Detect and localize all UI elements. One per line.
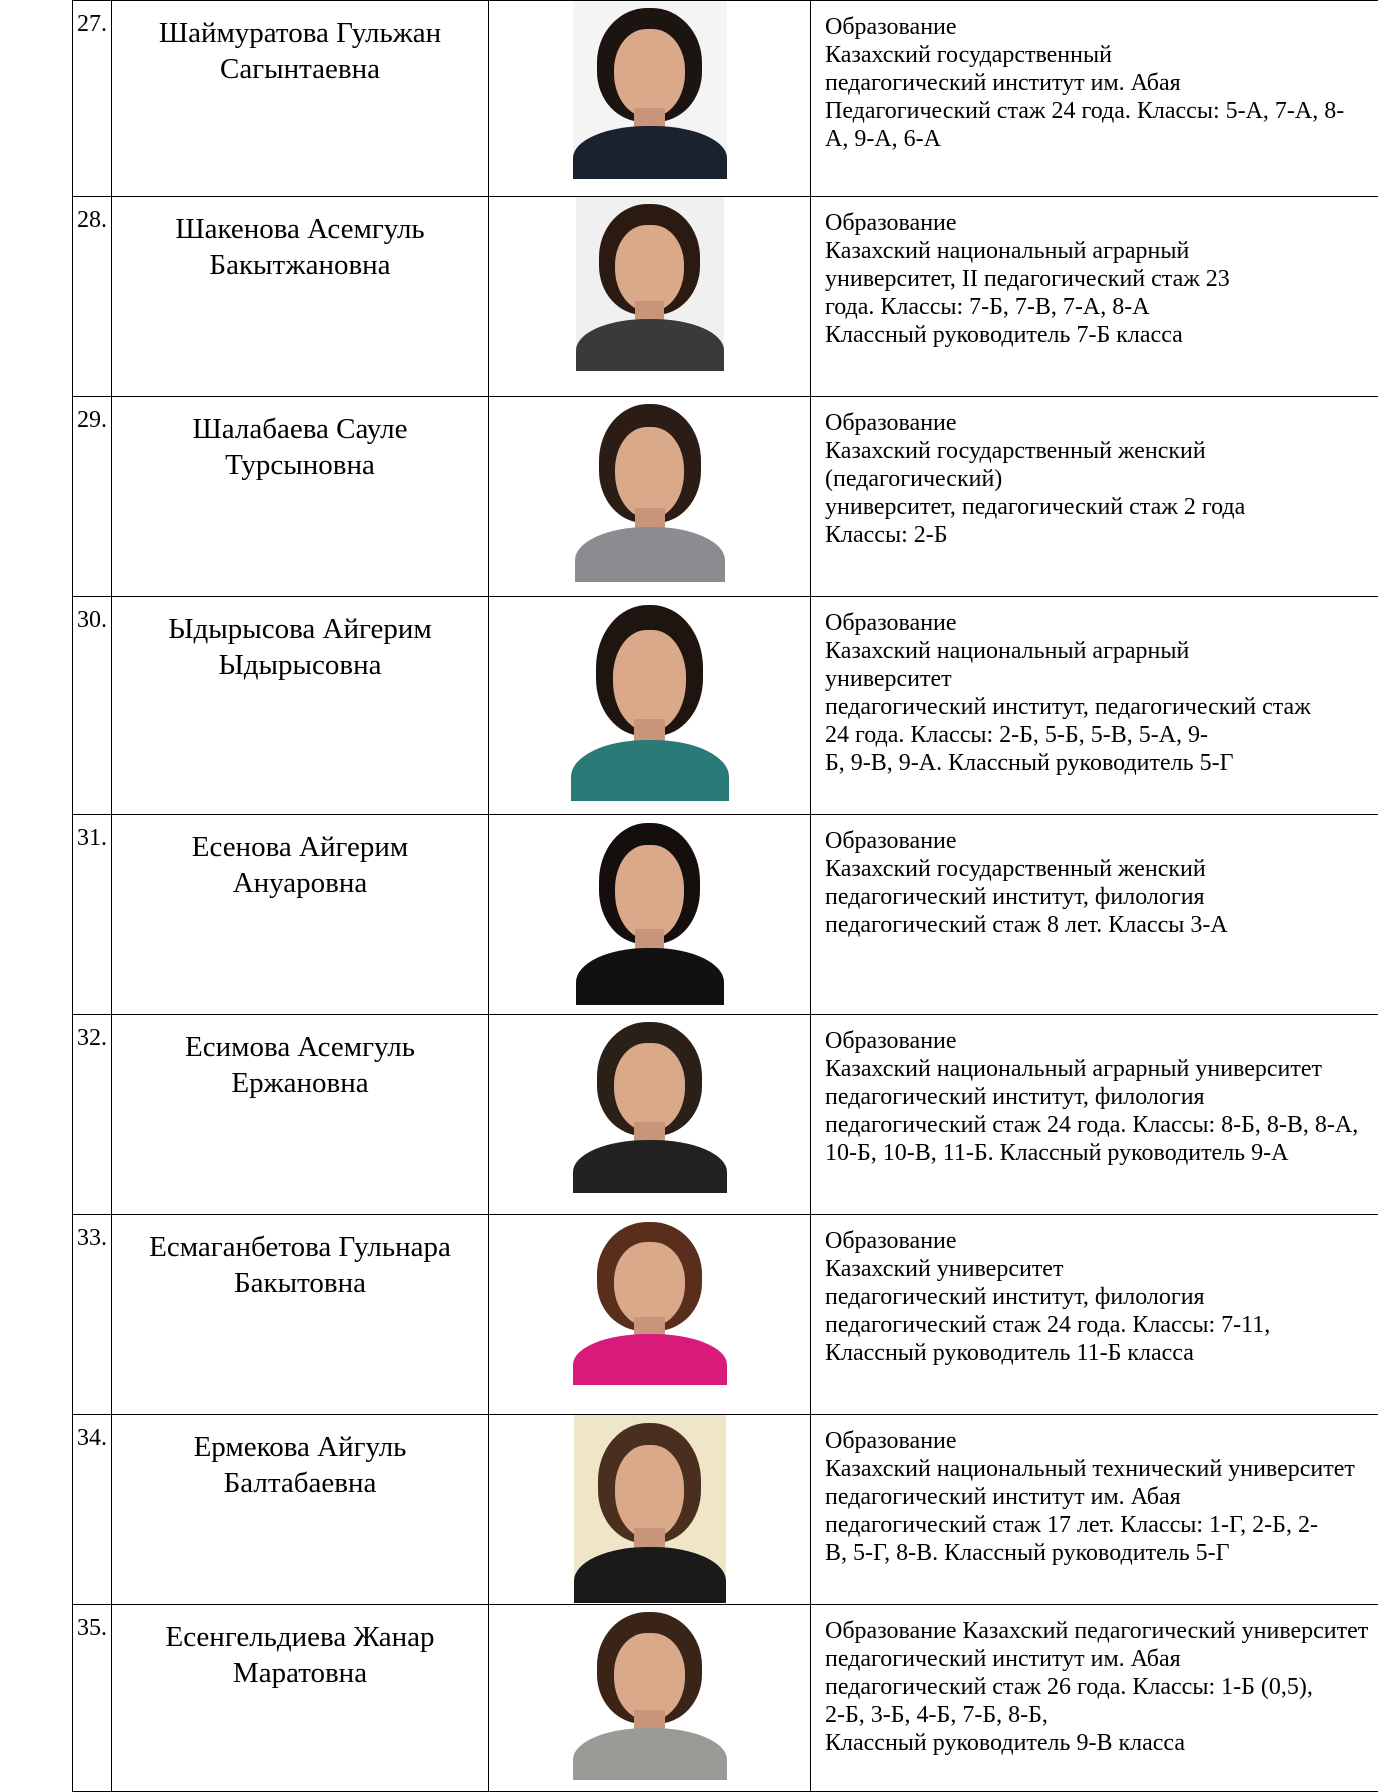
staff-info-line: педагогический стаж 24 года. Классы: 7-11, [825, 1311, 1372, 1339]
photo-clothing [576, 948, 724, 1005]
row-number: 29. [73, 397, 111, 434]
staff-photo-cell [489, 1415, 811, 1605]
staff-info-cell [811, 1415, 1378, 1605]
table-row [73, 197, 1378, 397]
photo-face [615, 845, 683, 940]
staff-info-line: Классы: 2-Б [825, 521, 1372, 549]
staff-info-cell [811, 1, 1378, 197]
row-number: 30. [73, 597, 111, 634]
row-number: 28. [73, 197, 111, 234]
staff-photo [573, 1215, 727, 1385]
staff-name-line: Балтабаевна [112, 1465, 488, 1501]
table-row [73, 397, 1378, 597]
staff-info-line: Классный руководитель 9-В класса [825, 1729, 1372, 1757]
staff-info-line: педагогический институт им. Абая [825, 69, 1372, 97]
staff-info-line: Педагогический стаж 24 года. Классы: 5-А, 7-А, 8- [825, 97, 1372, 125]
photo-frame [489, 1015, 810, 1193]
row-number: 32. [73, 1015, 111, 1052]
staff-info-line: педагогический институт, филология [825, 1083, 1372, 1111]
row-number: 27. [73, 1, 111, 38]
staff-info-line: 24 года. Классы: 2-Б, 5-Б, 5-В, 5-А, 9- [825, 721, 1372, 749]
staff-photo-cell [489, 197, 811, 397]
staff-info-line: Казахский государственный женский [825, 437, 1372, 465]
staff-info-line: педагогический стаж 24 года. Классы: 8-Б, 8-В, 8-А, [825, 1111, 1372, 1139]
photo-frame [489, 1, 810, 179]
staff-info-line: университет, II педагогический стаж 23 [825, 265, 1372, 293]
staff-info [811, 197, 1378, 353]
staff-name-line: Есмаганбетова Гульнара [112, 1229, 488, 1265]
staff-name-line: Бакытжановна [112, 247, 488, 283]
staff-info-line: Образование [825, 1027, 1372, 1055]
staff-info-line: года. Классы: 7-Б, 7-В, 7-А, 8-А [825, 293, 1372, 321]
staff-name-line: Ермекова Айгуль [112, 1429, 488, 1465]
staff-name [112, 1215, 488, 1301]
staff-photo-cell [489, 397, 811, 597]
staff-info-cell [811, 1605, 1378, 1792]
staff-name-cell [112, 1605, 489, 1792]
staff-photo-cell [489, 597, 811, 815]
staff-info [811, 397, 1378, 553]
staff-info-cell [811, 815, 1378, 1015]
staff-info-line: Казахский государственный [825, 41, 1372, 69]
row-number-cell [73, 1, 112, 197]
staff-info-line: педагогический институт, педагогический стаж [825, 693, 1372, 721]
staff-name-line: Есенова Айгерим [112, 829, 488, 865]
staff-info-line: Классный руководитель 11-Б класса [825, 1339, 1372, 1367]
photo-clothing [573, 1140, 727, 1193]
staff-name-cell [112, 597, 489, 815]
staff-name-line: Ануаровна [112, 865, 488, 901]
row-number: 31. [73, 815, 111, 852]
staff-info-line: педагогический институт им. Абая [825, 1483, 1372, 1511]
staff-name [112, 397, 488, 483]
row-number-cell [73, 1605, 112, 1792]
staff-info-line: Казахский национальный аграрный университет [825, 1055, 1372, 1083]
photo-face [614, 1633, 685, 1721]
staff-name-cell [112, 815, 489, 1015]
staff-info-line: Казахский государственный женский [825, 855, 1372, 883]
staff-photo [576, 197, 724, 371]
staff-info [811, 597, 1378, 781]
staff-photo-cell [489, 1605, 811, 1792]
staff-name-cell [112, 1215, 489, 1415]
staff-name-line: Есимова Асемгуль [112, 1029, 488, 1065]
staff-photo [571, 597, 729, 801]
photo-clothing [571, 740, 729, 801]
staff-info-line: Образование [825, 827, 1372, 855]
staff-name-cell [112, 1415, 489, 1605]
staff-info-line: Казахский национальный аграрный [825, 637, 1372, 665]
staff-info-cell [811, 397, 1378, 597]
staff-photo-cell [489, 1215, 811, 1415]
staff-photo [576, 815, 724, 1005]
row-number-cell [73, 1215, 112, 1415]
table-row [73, 1015, 1378, 1215]
row-number: 35. [73, 1605, 111, 1642]
staff-info-cell [811, 197, 1378, 397]
photo-face [615, 225, 683, 312]
staff-info-line: университет, педагогический стаж 2 года [825, 493, 1372, 521]
staff-info-line: Казахский национальный технический университет [825, 1455, 1372, 1483]
staff-name-line: Ыдырысова Айгерим [112, 611, 488, 647]
staff-info-line: В, 5-Г, 8-В. Классный руководитель 5-Г [825, 1539, 1372, 1567]
staff-name-cell [112, 1015, 489, 1215]
row-number-cell [73, 1015, 112, 1215]
staff-info [811, 1415, 1378, 1571]
photo-frame [489, 1415, 810, 1603]
staff-photo-cell [489, 1, 811, 197]
photo-face [615, 427, 684, 520]
photo-frame [489, 815, 810, 1005]
photo-face [613, 630, 686, 732]
staff-info-cell [811, 1215, 1378, 1415]
photo-face [614, 1043, 685, 1132]
photo-clothing [576, 319, 724, 371]
row-number: 33. [73, 1215, 111, 1252]
staff-info-line: Образование [825, 609, 1372, 637]
photo-frame [489, 397, 810, 582]
staff-name [112, 1, 488, 87]
staff-info-line: педагогический стаж 17 лет. Классы: 1-Г, 2-Б, 2- [825, 1511, 1372, 1539]
photo-clothing [573, 126, 727, 179]
row-number: 34. [73, 1415, 111, 1452]
staff-info-line: Образование [825, 13, 1372, 41]
staff-name-line: Турсыновна [112, 447, 488, 483]
staff-info-line: Казахский университет [825, 1255, 1372, 1283]
staff-info-line: педагогический институт им. Абая [825, 1645, 1372, 1673]
table-row [73, 1215, 1378, 1415]
staff-info-cell [811, 1015, 1378, 1215]
staff-info-line: Образование [825, 409, 1372, 437]
row-number-cell [73, 815, 112, 1015]
staff-info-line: Образование [825, 209, 1372, 237]
photo-clothing [574, 1547, 726, 1603]
staff-info-line: 2-Б, 3-Б, 4-Б, 7-Б, 8-Б, [825, 1701, 1372, 1729]
staff-info-line: Образование [825, 1427, 1372, 1455]
table-row [73, 1, 1378, 197]
staff-info-line: университет [825, 665, 1372, 693]
staff-name [112, 1015, 488, 1101]
staff-info-line: (педагогический) [825, 465, 1372, 493]
staff-rows [73, 1, 1378, 1792]
staff-info [811, 1015, 1378, 1171]
staff-info [811, 1, 1378, 157]
staff-info [811, 1605, 1378, 1761]
staff-info-cell [811, 597, 1378, 815]
staff-info-line: педагогический стаж 26 года. Классы: 1-Б (0,5), [825, 1673, 1372, 1701]
staff-name-line: Шалабаева Сауле [112, 411, 488, 447]
photo-frame [489, 1605, 810, 1780]
staff-name-line: Ыдырысовна [112, 647, 488, 683]
staff-info-line: Казахский национальный аграрный [825, 237, 1372, 265]
table-row [73, 1415, 1378, 1605]
staff-info-line: педагогический институт, филология [825, 1283, 1372, 1311]
staff-name [112, 197, 488, 283]
staff-name-line: Шаймуратова Гульжан [112, 15, 488, 51]
staff-photo [573, 1015, 727, 1193]
staff-name-line: Бакытовна [112, 1265, 488, 1301]
staff-name-line: Шакенова Асемгуль [112, 211, 488, 247]
photo-frame [489, 597, 810, 801]
staff-name [112, 597, 488, 683]
staff-info-line: А, 9-А, 6-А [825, 125, 1372, 153]
staff-name [112, 1415, 488, 1501]
table-row [73, 1605, 1378, 1792]
row-number-cell [73, 597, 112, 815]
photo-frame [489, 1215, 810, 1385]
photo-face [614, 1242, 685, 1327]
row-number-cell [73, 1415, 112, 1605]
staff-name-line: Маратовна [112, 1655, 488, 1691]
table-row [73, 815, 1378, 1015]
staff-name [112, 815, 488, 901]
staff-photo-cell [489, 815, 811, 1015]
photo-clothing [573, 1334, 727, 1385]
staff-info [811, 1215, 1378, 1371]
staff-info-line: педагогический стаж 8 лет. Классы 3-А [825, 911, 1372, 939]
photo-frame [489, 197, 810, 371]
staff-name-line: Есенгельдиева Жанар [112, 1619, 488, 1655]
staff-name-line: Ержановна [112, 1065, 488, 1101]
staff-info-line: Образование Казахский педагогический университет [825, 1617, 1372, 1645]
staff-name-cell [112, 197, 489, 397]
staff-photo [575, 397, 725, 582]
row-number-cell [73, 197, 112, 397]
staff-table [72, 0, 1378, 1792]
staff-photo [573, 1, 727, 179]
staff-name-cell [112, 397, 489, 597]
staff-photo-cell [489, 1015, 811, 1215]
staff-info-line: 10-Б, 10-В, 11-Б. Классный руководитель 9-А [825, 1139, 1372, 1167]
staff-name-line: Сагынтаевна [112, 51, 488, 87]
staff-info-line: Классный руководитель 7-Б класса [825, 321, 1372, 349]
photo-face [614, 29, 685, 118]
table-row [73, 597, 1378, 815]
staff-name [112, 1605, 488, 1691]
staff-name-cell [112, 1, 489, 197]
staff-photo [574, 1415, 726, 1603]
photo-face [615, 1445, 685, 1539]
staff-info [811, 815, 1378, 943]
staff-info-line: Образование [825, 1227, 1372, 1255]
staff-info-line: Б, 9-В, 9-А. Классный руководитель 5-Г [825, 749, 1372, 777]
staff-info-line: педагогический институт, филология [825, 883, 1372, 911]
staff-photo [573, 1605, 727, 1780]
row-number-cell [73, 397, 112, 597]
